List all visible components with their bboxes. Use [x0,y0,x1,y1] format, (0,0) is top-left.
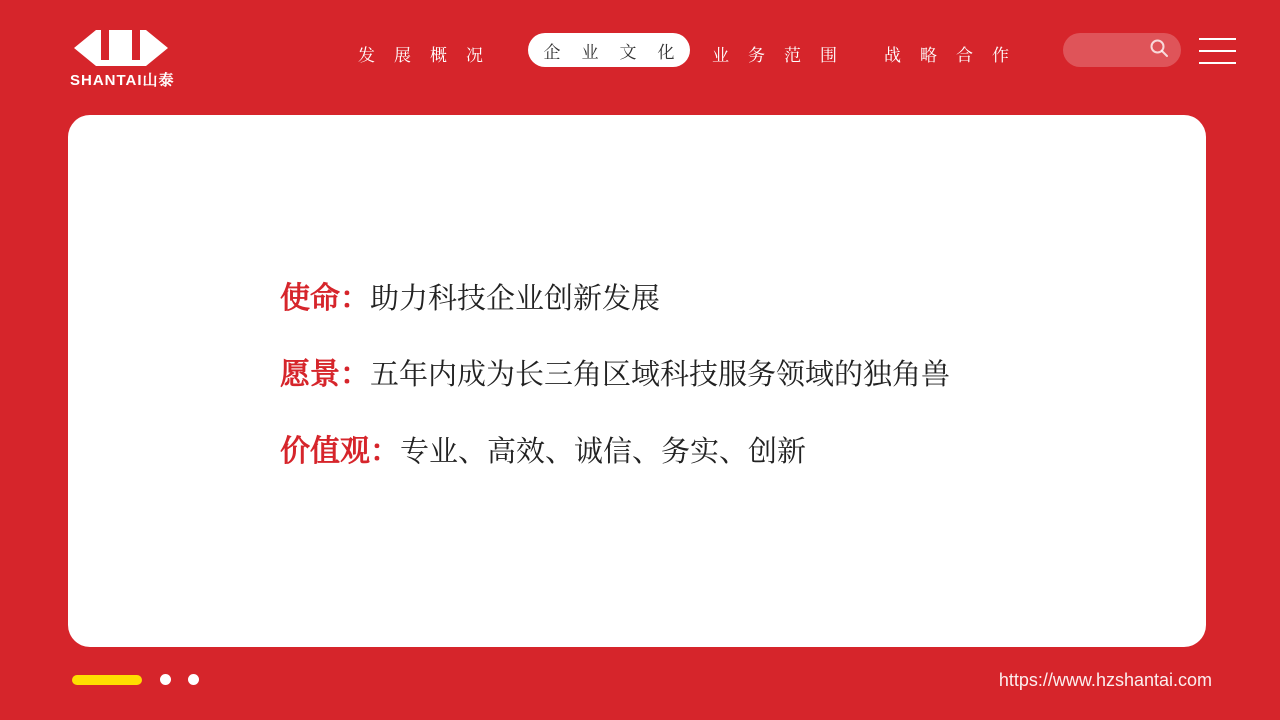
twin-flag-arrows-icon [70,30,172,66]
values-label: 价值观： [280,435,400,468]
brand-logo-text: SHANTAI山泰 [70,72,175,89]
values-text: 专业、高效、诚信、务实、创新 [400,436,807,468]
brand-logo[interactable] [70,30,175,90]
nav-item-development-overview[interactable]: 发展概况 [358,46,502,65]
mission-label: 使命： [280,282,370,315]
magnifier-search-icon[interactable] [1149,38,1169,63]
mission-row [280,281,660,322]
nav-item-corporate-culture-active[interactable] [528,33,696,67]
nav-item-strategic-cooperation[interactable]: 战略合作 [884,46,1028,65]
hamburger-line [1199,62,1236,64]
carousel-indicator-dot[interactable] [160,674,171,685]
nav-item-corporate-culture-label: 企业文化 [543,42,696,62]
search-input[interactable] [1079,41,1149,59]
website-url: https://www.hzshantai.com [998,670,1212,690]
vision-text: 五年内成为长三角区域科技服务领域的独角兽 [370,359,951,391]
content-card [68,115,1206,647]
vision-label: 愿景： [280,358,370,391]
hamburger-menu-icon[interactable] [1199,38,1236,64]
nav-item-business-scope[interactable]: 业务范围 [712,46,856,65]
carousel-indicator-dot[interactable] [188,674,199,685]
mission-text: 助力科技企业创新发展 [370,283,661,315]
carousel-indicator-active[interactable] [72,675,142,685]
search-box[interactable] [1063,33,1181,67]
vision-row [280,357,950,398]
values-row [280,434,806,475]
hamburger-line [1199,50,1236,52]
hamburger-line [1199,38,1236,40]
